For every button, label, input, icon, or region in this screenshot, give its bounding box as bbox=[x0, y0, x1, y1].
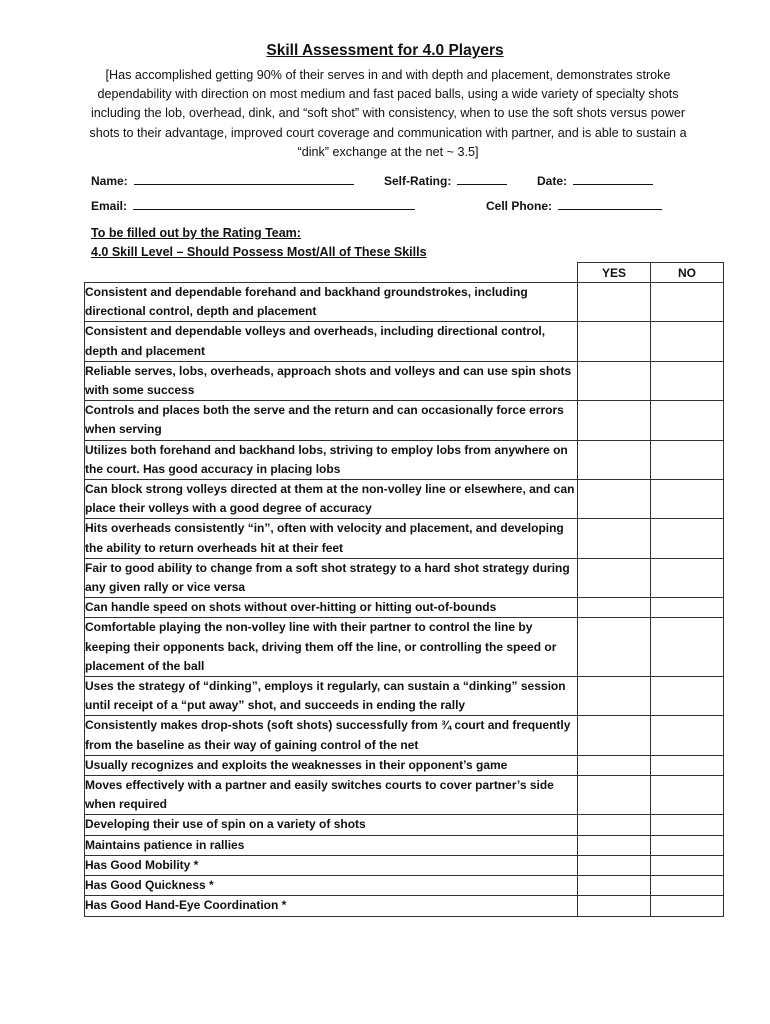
table-row bbox=[85, 598, 724, 618]
name-field[interactable] bbox=[91, 172, 354, 188]
rating-team-heading: To be filled out by the Rating Team: bbox=[91, 226, 301, 240]
no-checkbox-cell[interactable] bbox=[651, 618, 724, 677]
skill-description: Can block strong volleys directed at them at the non-volley line or elsewhere, and can place their volleys with a good degree of accuracy bbox=[85, 480, 578, 519]
skill-description: Has Good Hand-Eye Coordination * bbox=[85, 896, 578, 916]
skill-description: Moves effectively with a partner and easily switches courts to cover partner’s side when required bbox=[85, 776, 578, 815]
skill-description: Has Good Mobility * bbox=[85, 855, 578, 875]
skill-description: Developing their use of spin on a variety of shots bbox=[85, 815, 578, 835]
email-line[interactable] bbox=[133, 197, 415, 210]
yes-checkbox-cell[interactable] bbox=[578, 480, 651, 519]
no-checkbox-cell[interactable] bbox=[651, 598, 724, 618]
date-field[interactable] bbox=[537, 172, 653, 188]
skill-description: Hits overheads consistently “in”, often with velocity and placement, and developing the ability to return overheads hit at their feet bbox=[85, 519, 578, 558]
table-row bbox=[85, 361, 724, 400]
skill-description: Controls and places both the serve and the return and can occasionally force errors when serving bbox=[85, 401, 578, 440]
skill-level-heading: 4.0 Skill Level – Should Possess Most/All of These Skills bbox=[91, 245, 427, 259]
yes-checkbox-cell[interactable] bbox=[578, 835, 651, 855]
email-field[interactable] bbox=[91, 197, 415, 213]
table-row bbox=[85, 519, 724, 558]
no-checkbox-cell[interactable] bbox=[651, 755, 724, 775]
yes-checkbox-cell[interactable] bbox=[578, 755, 651, 775]
no-checkbox-cell[interactable] bbox=[651, 896, 724, 916]
no-checkbox-cell[interactable] bbox=[651, 716, 724, 755]
table-row bbox=[85, 755, 724, 775]
skill-description: Utilizes both forehand and backhand lobs, striving to employ lobs from anywhere on the court. Has good accuracy in placing lobs bbox=[85, 440, 578, 479]
skill-description: Uses the strategy of “dinking”, employs it regularly, can sustain a “dinking” session until receipt of a “put away” shot, and succeeds in ending the rally bbox=[85, 677, 578, 716]
skills-body bbox=[85, 283, 724, 917]
skill-description: Consistent and dependable forehand and backhand groundstrokes, including directional control, depth and placement bbox=[85, 283, 578, 322]
yes-checkbox-cell[interactable] bbox=[578, 896, 651, 916]
no-checkbox-cell[interactable] bbox=[651, 815, 724, 835]
cell-phone-field[interactable] bbox=[486, 197, 662, 213]
table-row bbox=[85, 440, 724, 479]
yes-checkbox-cell[interactable] bbox=[578, 361, 651, 400]
skill-description: Can handle speed on shots without over-hitting or hitting out-of-bounds bbox=[85, 598, 578, 618]
date-label: Date: bbox=[537, 174, 568, 188]
no-checkbox-cell[interactable] bbox=[651, 519, 724, 558]
no-checkbox-cell[interactable] bbox=[651, 558, 724, 597]
no-checkbox-cell[interactable] bbox=[651, 322, 724, 361]
no-checkbox-cell[interactable] bbox=[651, 776, 724, 815]
yes-checkbox-cell[interactable] bbox=[578, 283, 651, 322]
yes-checkbox-cell[interactable] bbox=[578, 440, 651, 479]
no-checkbox-cell[interactable] bbox=[651, 283, 724, 322]
yes-checkbox-cell[interactable] bbox=[578, 618, 651, 677]
skill-description: Comfortable playing the non-volley line with their partner to control the line by keeping their opponents back, driving them off the line, or controlling the speed or placement of the ball bbox=[85, 618, 578, 677]
intro-paragraph: [Has accomplished getting 90% of their serves in and with depth and placement, demonstrates stroke dependability with direction on most medium and fast paced balls, using a wide variety of specialty shots including the lob, overhead, dink, and “soft shot” with consistency, when to use the soft shots versus power shots to their advantage, improved court coverage and communication with partner, and is able to sustain a “dink” exchange at the net ~ 3.5] bbox=[89, 68, 687, 159]
table-row bbox=[85, 896, 724, 916]
skill-description: Maintains patience in rallies bbox=[85, 835, 578, 855]
yes-checkbox-cell[interactable] bbox=[578, 558, 651, 597]
skill-description: Usually recognizes and exploits the weaknesses in their opponent’s game bbox=[85, 755, 578, 775]
table-row bbox=[85, 835, 724, 855]
yes-checkbox-cell[interactable] bbox=[578, 716, 651, 755]
no-checkbox-cell[interactable] bbox=[651, 876, 724, 896]
header-blank bbox=[85, 263, 578, 283]
no-checkbox-cell[interactable] bbox=[651, 855, 724, 875]
yes-checkbox-cell[interactable] bbox=[578, 815, 651, 835]
table-row bbox=[85, 855, 724, 875]
table-row bbox=[85, 876, 724, 896]
no-checkbox-cell[interactable] bbox=[651, 401, 724, 440]
yes-checkbox-cell[interactable] bbox=[578, 519, 651, 558]
self-rating-label: Self-Rating: bbox=[384, 174, 452, 188]
yes-checkbox-cell[interactable] bbox=[578, 598, 651, 618]
no-column-header: NO bbox=[651, 263, 724, 283]
table-row bbox=[85, 480, 724, 519]
yes-column-header: YES bbox=[578, 263, 651, 283]
table-row bbox=[85, 618, 724, 677]
yes-checkbox-cell[interactable] bbox=[578, 776, 651, 815]
yes-checkbox-cell[interactable] bbox=[578, 677, 651, 716]
skill-description: Reliable serves, lobs, overheads, approach shots and volleys and can use spin shots with some success bbox=[85, 361, 578, 400]
table-row bbox=[85, 401, 724, 440]
cell-phone-label: Cell Phone: bbox=[486, 199, 553, 213]
table-header-row bbox=[85, 263, 724, 283]
name-label: Name: bbox=[91, 174, 128, 188]
no-checkbox-cell[interactable] bbox=[651, 440, 724, 479]
cell-phone-line[interactable] bbox=[558, 197, 662, 210]
yes-checkbox-cell[interactable] bbox=[578, 876, 651, 896]
yes-checkbox-cell[interactable] bbox=[578, 401, 651, 440]
table-row bbox=[85, 283, 724, 322]
no-checkbox-cell[interactable] bbox=[651, 835, 724, 855]
date-line[interactable] bbox=[573, 172, 653, 185]
table-row bbox=[85, 677, 724, 716]
self-rating-field[interactable] bbox=[384, 172, 507, 188]
skill-description: Consistently makes drop-shots (soft shots) successfully from ¾ court and frequently from the baseline as their way of gaining control of the net bbox=[85, 716, 578, 755]
yes-checkbox-cell[interactable] bbox=[578, 322, 651, 361]
yes-checkbox-cell[interactable] bbox=[578, 855, 651, 875]
skill-description: Has Good Quickness * bbox=[85, 876, 578, 896]
table-row bbox=[85, 558, 724, 597]
page-title: Skill Assessment for 4.0 Players bbox=[266, 42, 504, 59]
name-line[interactable] bbox=[134, 172, 354, 185]
table-row bbox=[85, 776, 724, 815]
no-checkbox-cell[interactable] bbox=[651, 480, 724, 519]
table-row bbox=[85, 716, 724, 755]
self-rating-line[interactable] bbox=[457, 172, 507, 185]
table-row bbox=[85, 322, 724, 361]
no-checkbox-cell[interactable] bbox=[651, 677, 724, 716]
email-label: Email: bbox=[91, 199, 128, 213]
table-row bbox=[85, 815, 724, 835]
skill-description: Consistent and dependable volleys and overheads, including directional control, depth and placement bbox=[85, 322, 578, 361]
skill-description: Fair to good ability to change from a soft shot strategy to a hard shot strategy during any given rally or vice versa bbox=[85, 558, 578, 597]
skills-table bbox=[84, 262, 724, 917]
no-checkbox-cell[interactable] bbox=[651, 361, 724, 400]
